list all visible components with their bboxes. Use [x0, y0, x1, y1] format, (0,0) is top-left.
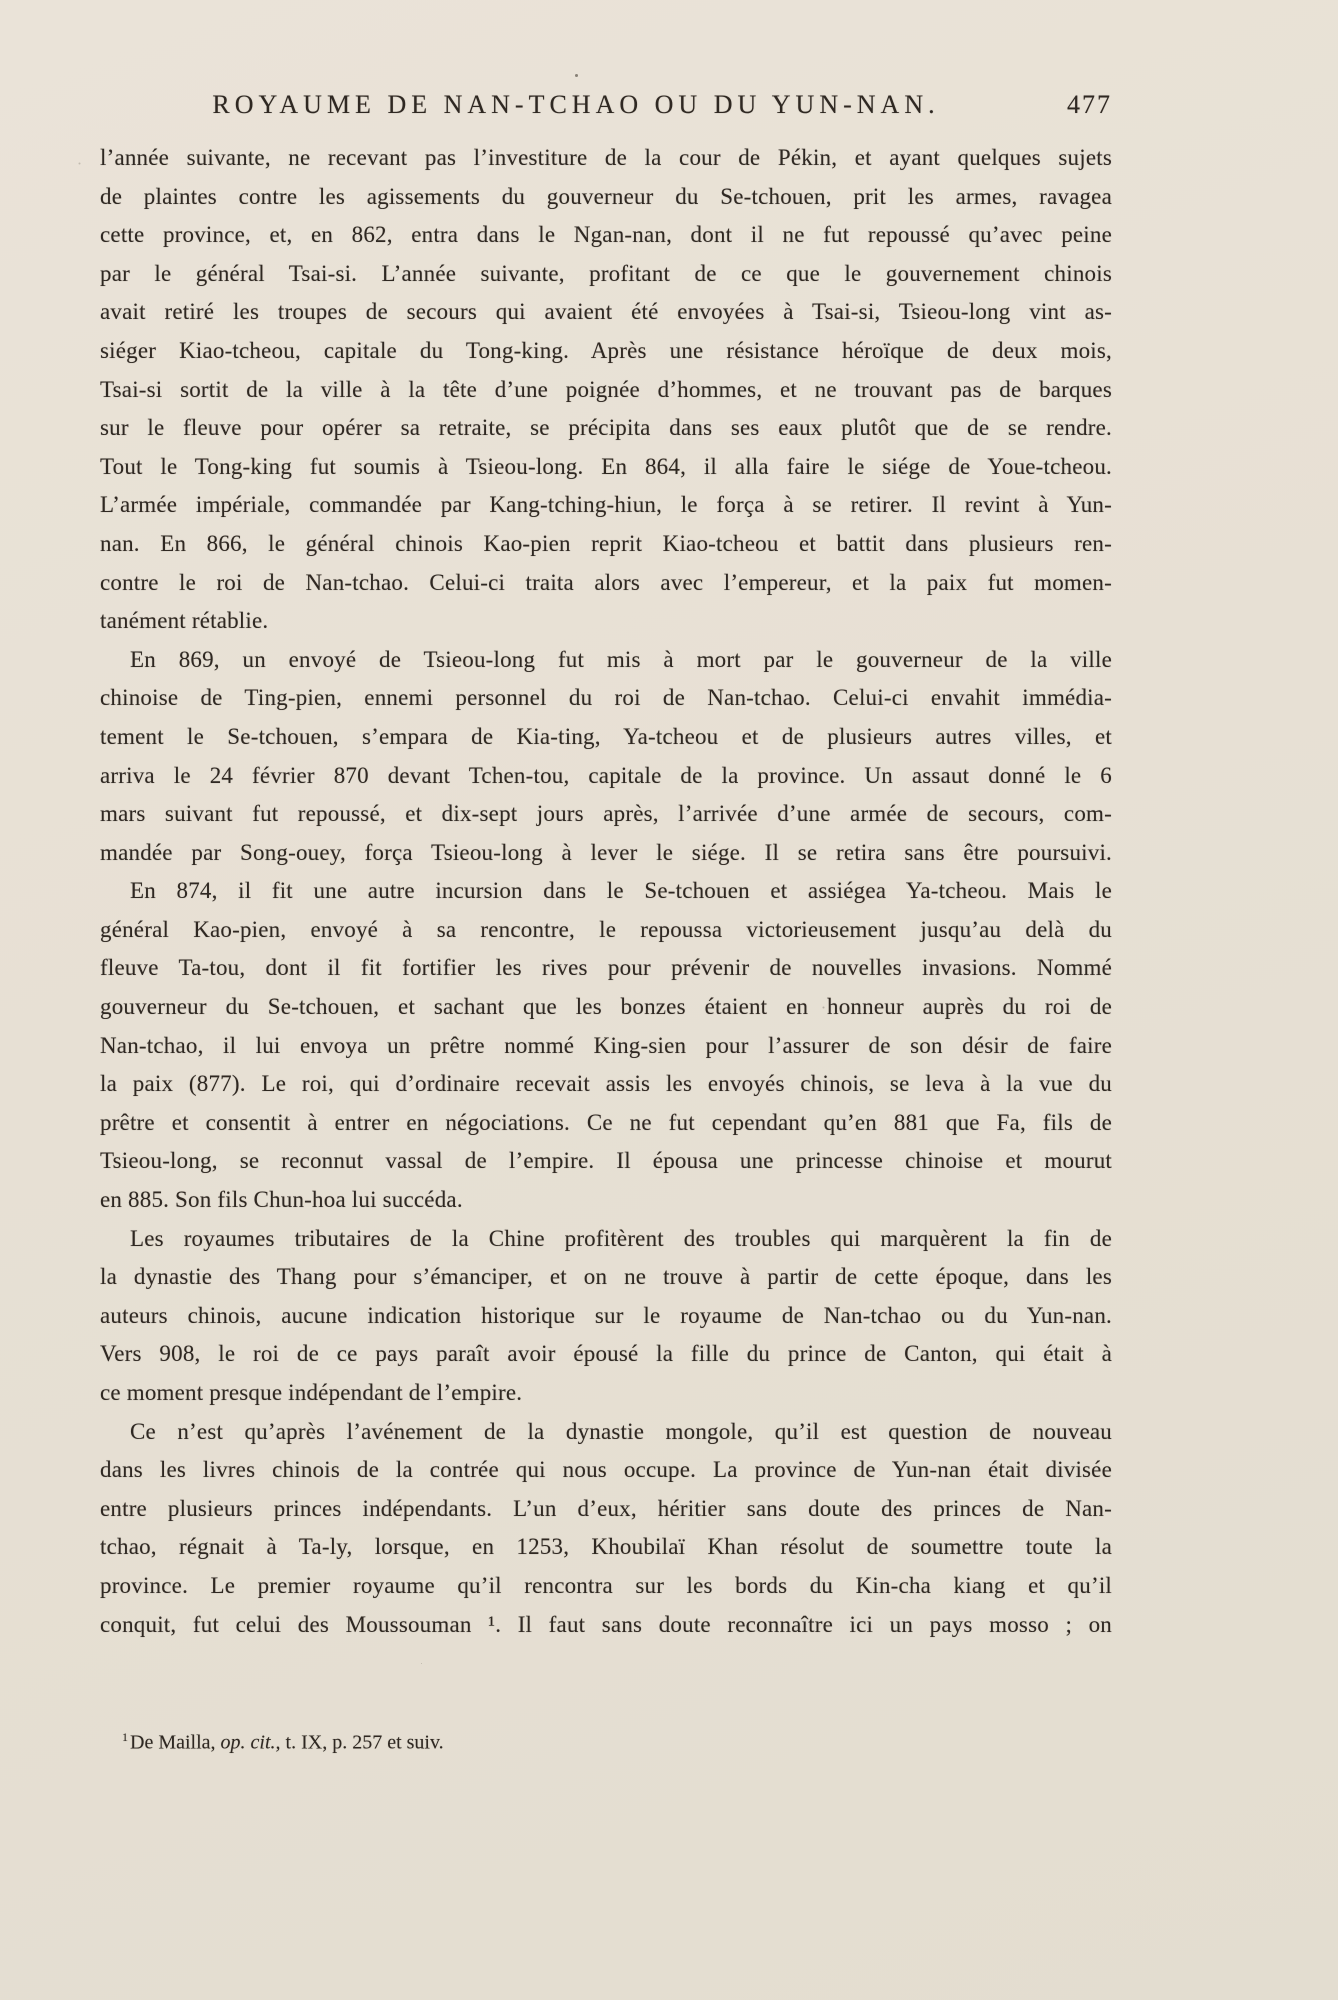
text-line: fleuve Ta-tou, dont il fit fortifier les rives pour prévenir de nouvelles invasions. Nommé: [100, 955, 1112, 981]
text-line: entre plusieurs princes indépendants. L’un d’eux, héritier sans doute des princes de Nan-: [100, 1495, 1112, 1521]
footnote-reference: t. IX, p. 257 et suiv.: [280, 1731, 444, 1754]
text-line: province. Le premier royaume qu’il rencontra sur les bords du Kin-cha kiang et qu’il: [100, 1572, 1112, 1598]
text-line: tement le Se-tchouen, s’empara de Kia-ting, Ya-tcheou et de plusieurs autres villes, et: [100, 723, 1112, 749]
text-line: ce moment presque indépendant de l’empire.: [100, 1380, 523, 1405]
footnote: [100, 1722, 1112, 1758]
text-line: auteurs chinois, aucune indication historique sur le royaume de Nan-tchao ou du Yun-nan.: [100, 1302, 1112, 1328]
text-line: Tsieou-long, se reconnut vassal de l’empire. Il épousa une princesse chinoise et mourut: [100, 1148, 1112, 1174]
page-number: 477: [1067, 90, 1112, 119]
text-line: siéger Kiao-tcheou, capitale du Tong-king. Après une résistance héroïque de deux mois,: [100, 337, 1112, 363]
text-line: Tout le Tong-king fut soumis à Tsieou-long. En 864, il alla faire le siége de Youe-tcheou.: [100, 453, 1112, 479]
text-line: la paix (877). Le roi, qui d’ordinaire recevait assis les envoyés chinois, se leva à la vue du: [100, 1071, 1112, 1097]
text-line: L’armée impériale, commandée par Kang-tching-hiun, le força à se retirer. Il revint à Yun-: [100, 492, 1112, 518]
text-line: Les royaumes tributaires de la Chine profitèrent des troubles qui marquèrent la fin de: [130, 1225, 1112, 1251]
text-line: Vers 908, le roi de ce pays paraît avoir épousé la fille du prince de Canton, qui était à: [100, 1341, 1112, 1367]
text-line: l’année suivante, ne recevant pas l’investiture de la cour de Pékin, et ayant quelques sujets: [100, 145, 1112, 170]
text-line: sur le fleuve pour opérer sa retraite, se précipita dans ses eaux plutôt que de se rendre.: [100, 415, 1112, 441]
text-line: En 874, il fit une autre incursion dans le Se-tchouen et assiégea Ya-tcheou. Mais le: [130, 878, 1112, 904]
footnote-work: op. cit.,: [220, 1731, 281, 1754]
text-line: prêtre et consentit à entrer en négociations. Ce ne fut cependant qu’en 881 que Fa, fils de: [100, 1109, 1112, 1135]
text-line: cette province, et, en 862, entra dans le Ngan-nan, dont il ne fut repoussé qu’avec peine: [100, 222, 1112, 248]
text-line: nan. En 866, le général chinois Kao-pien reprit Kiao-tcheou et battit dans plusieurs ren-: [100, 530, 1112, 556]
text-line: Tsai-si sortit de la ville à la tête d’une poignée d’hommes, et ne trouvant pas de barques: [100, 376, 1112, 402]
text-line: tchao, régnait à Ta-ly, lorsque, en 1253, Khoubilaï Khan résolut de soumettre toute la: [100, 1534, 1112, 1560]
page-header: [100, 90, 1112, 126]
text-line: dans les livres chinois de la contrée qui nous occupe. La province de Yun-nan était divisée: [100, 1457, 1112, 1483]
text-line: Ce n’est qu’après l’avénement de la dynastie mongole, qu’il est question de nouveau: [130, 1418, 1112, 1444]
footnote-author: De Mailla,: [130, 1731, 221, 1754]
text-line: en 885. Son fils Chun-hoa lui succéda.: [100, 1187, 463, 1213]
text-line: la dynastie des Thang pour s’émanciper, et on ne trouve à partir de cette époque, dans les: [100, 1264, 1112, 1290]
text-line: mandée par Song-ouey, força Tsieou-long à lever le siége. Il se retira sans être poursuivi.: [100, 839, 1112, 865]
text-line: de plaintes contre les agissements du gouverneur du Se-tchouen, prit les armes, ravagea: [100, 183, 1112, 209]
text-line: mars suivant fut repoussé, et dix-sept jours après, l’arrivée d’une armée de secours, com-: [100, 801, 1112, 827]
text-line: conquit, fut celui des Moussouman ¹. Il faut sans doute reconnaître ici un pays mosso ; on: [100, 1611, 1112, 1637]
text-line: En 869, un envoyé de Tsieou-long fut mis à mort par le gouverneur de la ville: [130, 646, 1112, 672]
text-line: Nan-tchao, il lui envoya un prêtre nommé King-sien pour l’assurer de son désir de faire: [100, 1032, 1112, 1058]
text-line: contre le roi de Nan-tchao. Celui-ci traita alors avec l’empereur, et la paix fut momen-: [100, 569, 1112, 595]
text-line: avait retiré les troupes de secours qui avaient été envoyées à Tsai-si, Tsieou-long vint as-: [100, 299, 1112, 325]
footnote-marker: 1: [122, 1730, 128, 1744]
text-line: par le général Tsai-si. L’année suivante, profitant de ce que le gouvernement chinois: [100, 260, 1112, 286]
text-line: tanément rétablie.: [100, 608, 269, 634]
text-line: chinoise de Ting-pien, ennemi personnel du roi de Nan-tchao. Celui-ci envahit immédia-: [100, 685, 1112, 711]
body-text: [100, 139, 1112, 1644]
running-title: ROYAUME DE NAN-TCHAO OU DU YUN-NAN.: [212, 90, 940, 119]
text-line: général Kao-pien, envoyé à sa rencontre, le repoussa victorieusement jusqu’au delà du: [100, 916, 1112, 942]
text-line: arriva le 24 février 870 devant Tchen-tou, capitale de la province. Un assaut donné le 6: [100, 762, 1112, 788]
text-line: gouverneur du Se-tchouen, et sachant que les bonzes étaient en honneur auprès du roi de: [100, 994, 1112, 1020]
